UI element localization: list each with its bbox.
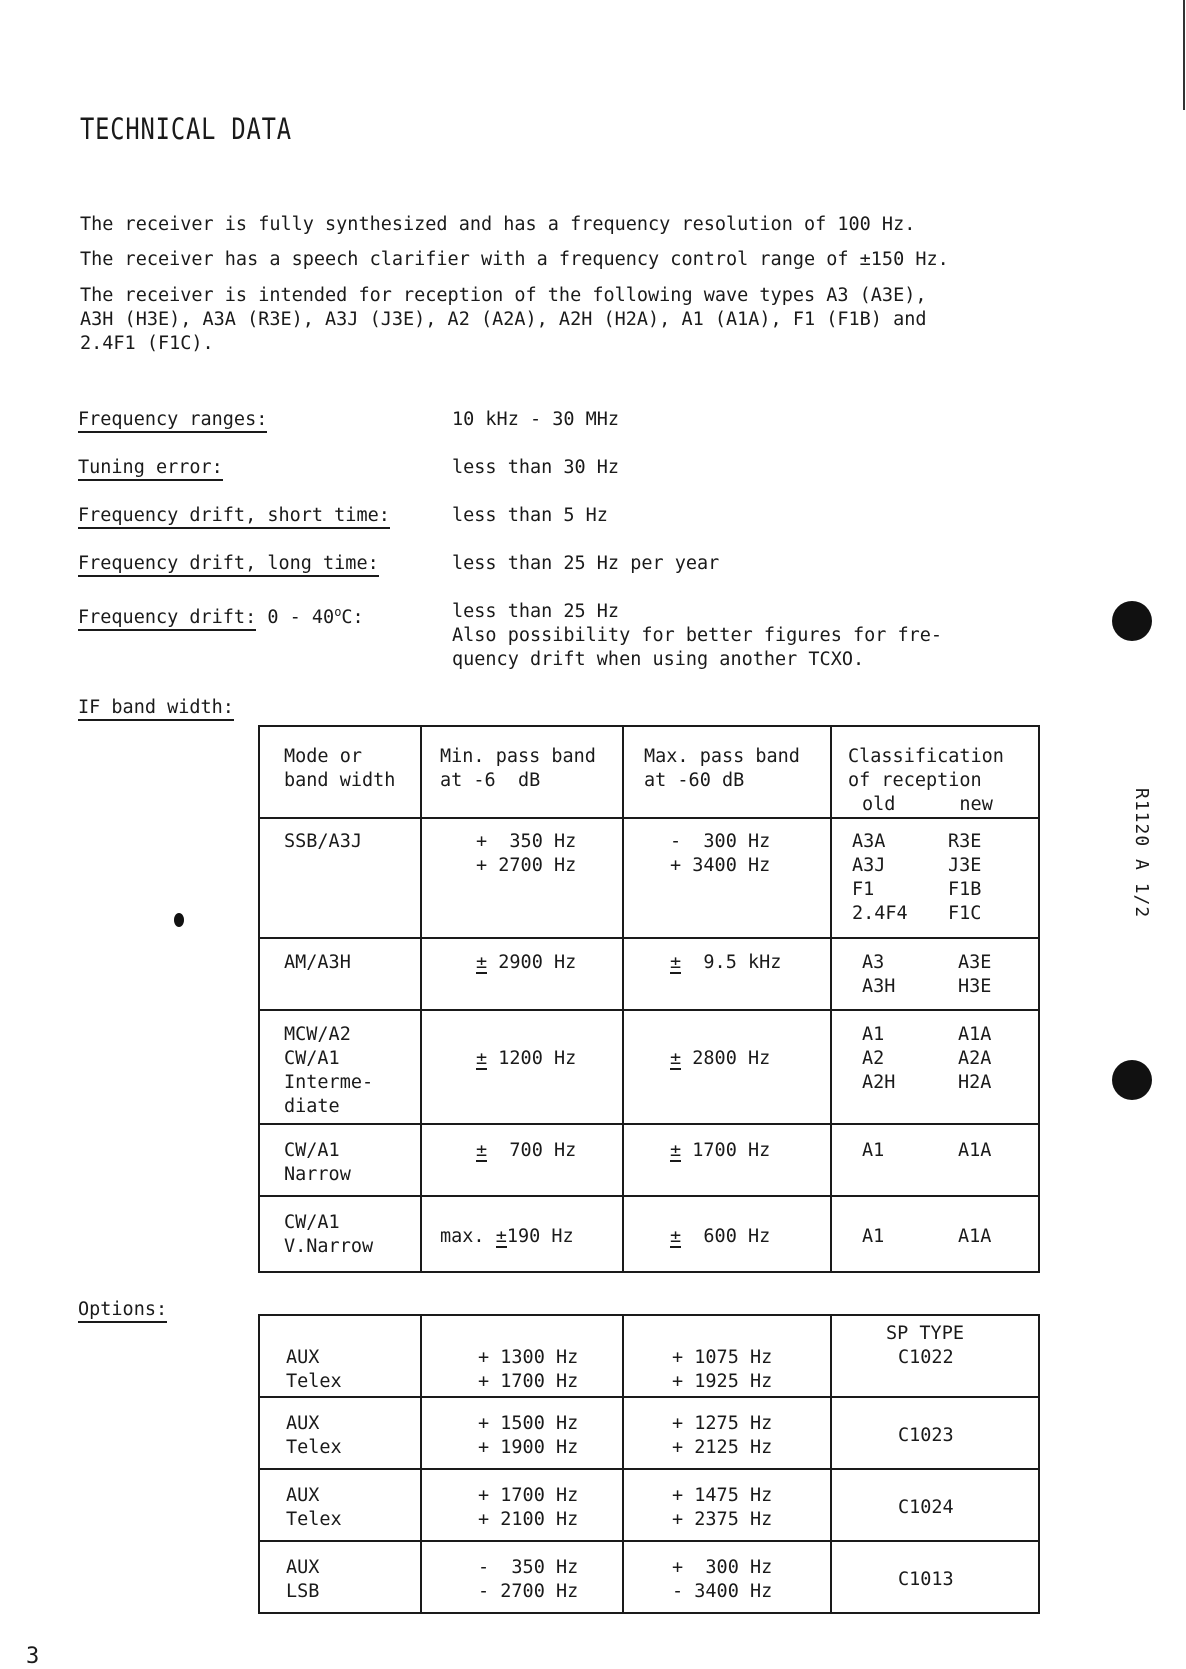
table-row: CW/A1 Narrow ± 700 Hz ± 1700 Hz A1 A1A xyxy=(259,1124,1039,1196)
header-cell-mode: Mode or band width xyxy=(259,726,421,818)
options-label: Options: xyxy=(78,1298,167,1322)
header-old: old xyxy=(862,794,896,815)
ink-speck xyxy=(174,913,184,927)
side-document-code: R1120 A 1/2 xyxy=(1131,788,1152,919)
header-cell-max-pass-band: Max. pass band at -60 dB xyxy=(623,726,831,818)
table-row: AUX Telex + 1500 Hz + 1900 Hz + 1275 Hz + 2125 Hz C1023 xyxy=(259,1397,1039,1469)
table-row: CW/A1 V.Narrow max. ±190 Hz ± 600 Hz A1 A1A xyxy=(259,1196,1039,1272)
spec-label-drift-temp: Frequency drift: 0 - 40$^o$C: xyxy=(78,600,364,630)
spec-label-drift-short: Frequency drift, short time: xyxy=(78,504,390,528)
binder-hole-dot xyxy=(1112,601,1152,641)
page-title: TECHNICAL DATA xyxy=(80,112,292,146)
spec-value-drift-temp xyxy=(452,600,942,672)
sp-type-header: SP TYPE xyxy=(886,1323,964,1344)
if-band-width-table xyxy=(258,725,1040,1273)
paragraph-line: A3H (H3E), A3A (R3E), A3J (J3E), A2 (A2A), A2H (H2A), A1 (A1A), F1 (F1B) and xyxy=(80,309,927,330)
spec-label-tuning-error: Tuning error: xyxy=(78,456,223,480)
spec-value-drift-short: less than 5 Hz xyxy=(452,505,608,526)
header-cell-classification: Classification of reception old new xyxy=(831,726,1039,818)
spec-label-frequency-ranges: Frequency ranges: xyxy=(78,408,267,432)
spec-label-drift-long: Frequency drift, long time: xyxy=(78,552,379,576)
page-edge-line xyxy=(1183,0,1185,110)
paragraph-resolution: The receiver is fully synthesized and has a frequency resolution of 100 Hz. xyxy=(80,214,916,235)
table-row: AUX LSB - 350 Hz - 2700 Hz + 300 Hz - 3400 Hz C1013 xyxy=(259,1541,1039,1613)
options-table xyxy=(258,1314,1040,1614)
table-row: SSB/A3J + 350 Hz + 2700 Hz - 300 Hz + 3400 Hz A3A A3J F1 2.4F4 R3E J3E F1B F1C xyxy=(259,818,1039,938)
table-row: AUX Telex + 1300 Hz + 1700 Hz + 1075 Hz + 1925 Hz SP TYPE C1022 xyxy=(259,1315,1039,1397)
header-cell-min-pass-band: Min. pass band at -6 dB xyxy=(421,726,623,818)
spec-value-line: quency drift when using another TCXO. xyxy=(452,649,865,670)
spec-value-tuning-error: less than 30 Hz xyxy=(452,457,620,478)
spec-value-drift-long: less than 25 Hz per year xyxy=(452,553,720,574)
paragraph-line: 2.4F1 (F1C). xyxy=(80,333,214,354)
spec-value-frequency-ranges: 10 kHz - 30 MHz xyxy=(452,409,620,430)
table-row: AM/A3H ± 2900 Hz ± 9.5 kHz A3 A3H A3E H3E xyxy=(259,938,1039,1010)
paragraph-clarifier: The receiver has a speech clarifier with a frequency control range of ±150 Hz. xyxy=(80,249,949,270)
header-new: new xyxy=(959,794,993,815)
spec-value-line: Also possibility for better figures for fre- xyxy=(452,625,943,646)
binder-hole-dot xyxy=(1112,1060,1152,1100)
paragraph-wave-types xyxy=(80,284,926,356)
table-header-row xyxy=(259,726,1039,818)
if-band-width-label: IF band width: xyxy=(78,696,234,720)
page-number: 3 xyxy=(26,1644,40,1669)
spec-value-line: less than 25 Hz xyxy=(452,601,620,622)
table-row: AUX Telex + 1700 Hz + 2100 Hz + 1475 Hz + 2375 Hz C1024 xyxy=(259,1469,1039,1541)
table-row: MCW/A2 CW/A1 Interme- diate ± 1200 Hz ± 2800 Hz A1 A2 A2H A1A A2A H2A xyxy=(259,1010,1039,1124)
paragraph-line: The receiver is intended for reception of the following wave types A3 (A3E), xyxy=(80,285,927,306)
